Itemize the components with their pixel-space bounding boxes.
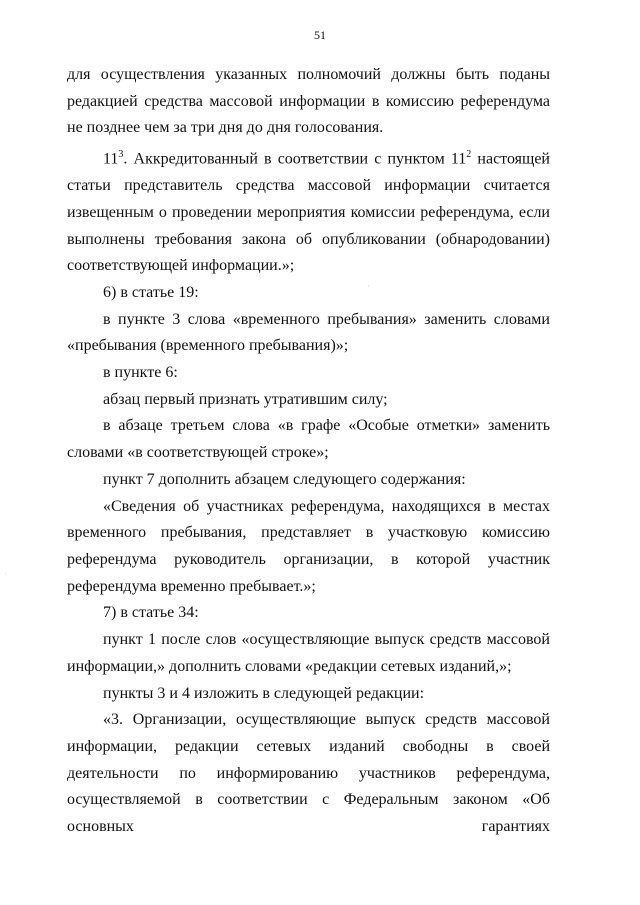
paragraph-punkty-3-4: пункты 3 и 4 изложить в следующей редакции: (103, 684, 425, 702)
item-number-superscript: 3 (118, 149, 124, 161)
paragraph-svedeniya: «Сведения об участниках референдума, находящихся в местах временного пребывания, представляет в участковую комиссию референдума руководитель организации, в которой участник референдума временно пребывает.»; (67, 497, 550, 595)
paragraph-organizacii: «3. Организации, осуществляющие выпуск средств массовой информации, редакции сетевых изданий свободны в своей деятельности по информированию участников референдума, осуществляемой в соответствии с Федеральным законом «Об основных гарантиях (67, 711, 550, 836)
paragraph-punkt-6: в пункте 6: (103, 364, 178, 382)
paragraph-article-19: 6) в статье 19: (103, 283, 199, 301)
paragraph-11-3 (67, 142, 550, 280)
paragraph-punkt-3: в пункте 3 слова «временного пребывания» заменить словами «пребывания (временного пребывания)»; (67, 310, 550, 355)
paragraph-abzac-3: в абзаце третьем слова «в графе «Особые отметки» заменить словами «в соответствующей строке»; (67, 417, 550, 462)
paragraph-continuation: для осуществления указанных полномочий должны быть поданы редакцией средства массовой информации в комиссию референдума не позднее чем за три дня до дня голосования. (67, 66, 550, 137)
item-number: 11 (103, 150, 119, 168)
paragraph-article-34: 7) в статье 34: (103, 604, 199, 622)
paragraph-text: настоящей статьи представитель средства массовой информации считается извещенным о проведении мероприятия комиссии референдума, если выполнены требования закона об опубликовании (обнародовании) соответствующей информации.»; (67, 150, 550, 275)
paragraph-punkt-1: пункт 1 после слов «осуществляющие выпуск средств массовой информации,» дополнить словами «редакции сетевых изданий,»; (67, 631, 550, 675)
paragraph-abzac-1: абзац первый признать утратившим силу; (103, 390, 388, 408)
paragraph-text: . Аккредитованный в соответствии с пунктом 11 (123, 150, 467, 168)
reference-superscript: 2 (466, 149, 472, 161)
scan-speck: ˈ (367, 284, 370, 294)
page-number: 51 (314, 28, 326, 42)
document-body (67, 62, 550, 841)
scan-speck: · (4, 569, 7, 579)
paragraph-punkt-7: пункт 7 дополнить абзацем следующего содержания: (103, 470, 466, 488)
